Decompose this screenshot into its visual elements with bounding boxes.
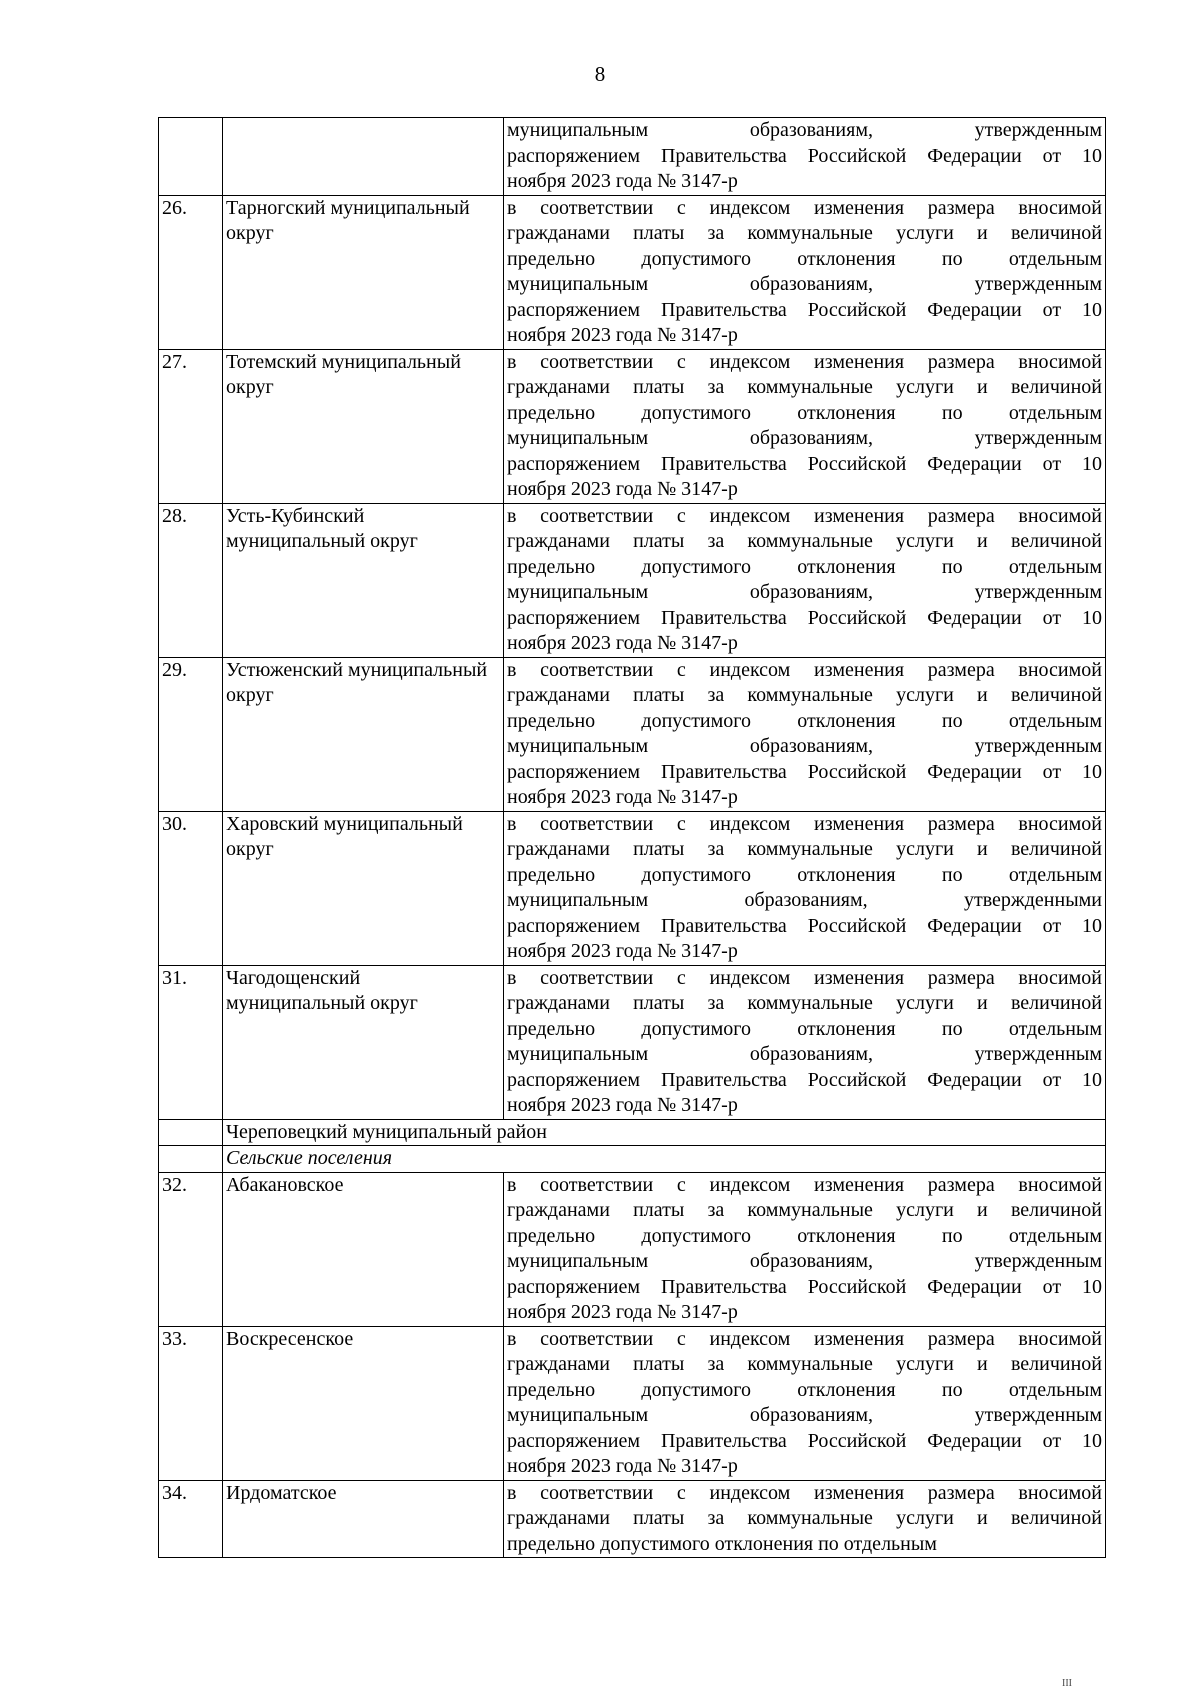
description-line: ноября 2023 года № 3147-р — [507, 1301, 738, 1323]
row-number-cell: 27. — [159, 349, 223, 503]
description-line: в соответствии с индексом изменения размера вносимой — [507, 812, 1102, 835]
description-line: ноября 2023 года № 3147-р — [507, 786, 738, 808]
description-line: ноября 2023 года № 3147-р — [507, 170, 738, 192]
table-row — [159, 657, 1106, 811]
description-line: ноября 2023 года № 3147-р — [507, 632, 738, 654]
description-line: в соответствии с индексом изменения размера вносимой — [507, 1327, 1102, 1350]
row-description-cell — [504, 349, 1106, 503]
description-line: предельно допустимого отклонения по отдельным — [507, 1017, 1102, 1040]
description-line: ноября 2023 года № 3147-р — [507, 324, 738, 346]
row-description-cell — [504, 811, 1106, 965]
description-line: муниципальным образованиям, утвержденным — [507, 1404, 1102, 1426]
table-row — [159, 1172, 1106, 1326]
description-line: распоряжением Правительства Российской Федерации от 10 — [507, 606, 1102, 629]
description-line: гражданами платы за коммунальные услуги и величиной — [507, 222, 1102, 244]
description-line: муниципальным образованиям, утвержденным — [507, 119, 1102, 141]
row-description-cell — [504, 503, 1106, 657]
description-line: гражданами платы за коммунальные услуги и величиной — [507, 1507, 1102, 1529]
row-number-cell — [159, 1119, 223, 1146]
row-description-cell — [504, 657, 1106, 811]
description-line: гражданами платы за коммунальные услуги и величиной — [507, 1199, 1102, 1221]
subsection-title-row — [159, 1146, 1106, 1173]
description-line: в соответствии с индексом изменения размера вносимой — [507, 1481, 1102, 1504]
row-number-cell: 29. — [159, 657, 223, 811]
row-number-cell: 30. — [159, 811, 223, 965]
description-line: предельно допустимого отклонения по отдельным — [507, 1532, 937, 1555]
page-number: 8 — [594, 62, 606, 86]
description-line: в соответствии с индексом изменения размера вносимой — [507, 196, 1102, 219]
row-description-cell — [504, 1326, 1106, 1480]
description-line: гражданами платы за коммунальные услуги и величиной — [507, 530, 1102, 552]
description-line: ноября 2023 года № 3147-р — [507, 940, 738, 962]
description-line: муниципальным образованиям, утвержденным — [507, 427, 1102, 449]
description-line: ноября 2023 года № 3147-р — [507, 1094, 738, 1116]
description-line: муниципальным образованиям, утвержденным — [507, 273, 1102, 295]
subsection-title: Сельские поселения — [223, 1146, 1106, 1173]
row-name-cell — [223, 118, 504, 196]
description-line: гражданами платы за коммунальные услуги и величиной — [507, 1353, 1102, 1375]
row-name-cell: Тарногский муниципальный округ — [223, 195, 504, 349]
row-number-cell: 31. — [159, 965, 223, 1119]
description-line: предельно допустимого отклонения по отдельным — [507, 247, 1102, 270]
description-line: муниципальным образованиям, утвержденным — [507, 735, 1102, 757]
description-line: распоряжением Правительства Российской Федерации от 10 — [507, 1275, 1102, 1298]
description-line: предельно допустимого отклонения по отдельным — [507, 709, 1102, 732]
row-name-cell: Устюженский муниципальный округ — [223, 657, 504, 811]
description-line: гражданами платы за коммунальные услуги и величиной — [507, 992, 1102, 1014]
description-line: в соответствии с индексом изменения размера вносимой — [507, 658, 1102, 681]
table-row — [159, 1480, 1106, 1558]
row-description-cell — [504, 1480, 1106, 1558]
description-line: предельно допустимого отклонения по отдельным — [507, 1378, 1102, 1401]
row-name-cell: Чагодощенский муниципальный округ — [223, 965, 504, 1119]
row-number-cell — [159, 118, 223, 196]
row-number-cell: 32. — [159, 1172, 223, 1326]
description-line: предельно допустимого отклонения по отдельным — [507, 555, 1102, 578]
description-line: муниципальным образованиям, утвержденным — [507, 1043, 1102, 1065]
description-line: распоряжением Правительства Российской Федерации от 10 — [507, 760, 1102, 783]
row-number-cell — [159, 1146, 223, 1173]
description-line: гражданами платы за коммунальные услуги и величиной — [507, 838, 1102, 860]
description-line: ноября 2023 года № 3147-р — [507, 1455, 738, 1477]
row-number-cell: 28. — [159, 503, 223, 657]
description-line: гражданами платы за коммунальные услуги и величиной — [507, 376, 1102, 398]
description-line: ноября 2023 года № 3147-р — [507, 478, 738, 500]
section-title-row — [159, 1119, 1106, 1146]
row-number-cell: 34. — [159, 1480, 223, 1558]
description-line: муниципальным образованиям, утвержденным — [507, 1250, 1102, 1272]
description-line: предельно допустимого отклонения по отдельным — [507, 401, 1102, 424]
row-name-cell: Ирдоматское — [223, 1480, 504, 1558]
row-number-cell: 33. — [159, 1326, 223, 1480]
row-name-cell: Абакановское — [223, 1172, 504, 1326]
row-name-cell: Усть-Кубинский муниципальный округ — [223, 503, 504, 657]
description-line: муниципальным образованиям, утвержденными — [507, 889, 1102, 911]
description-line: в соответствии с индексом изменения размера вносимой — [507, 1173, 1102, 1196]
table-row — [159, 811, 1106, 965]
table-row — [159, 195, 1106, 349]
table-row — [159, 349, 1106, 503]
description-line: распоряжением Правительства Российской Федерации от 10 — [507, 298, 1102, 321]
description-line: в соответствии с индексом изменения размера вносимой — [507, 966, 1102, 989]
description-line: распоряжением Правительства Российской Федерации от 10 — [507, 144, 1102, 167]
row-number-cell: 26. — [159, 195, 223, 349]
description-line: распоряжением Правительства Российской Федерации от 10 — [507, 452, 1102, 475]
row-description-cell — [504, 1172, 1106, 1326]
row-description-cell — [504, 118, 1106, 196]
margin-mark: III — [1062, 1678, 1072, 1689]
row-name-cell: Тотемский муниципальный округ — [223, 349, 504, 503]
description-line: муниципальным образованиям, утвержденным — [507, 581, 1102, 603]
table-row-continuation — [159, 118, 1106, 196]
description-line: в соответствии с индексом изменения размера вносимой — [507, 350, 1102, 373]
table-row — [159, 965, 1106, 1119]
description-line: распоряжением Правительства Российской Федерации от 10 — [507, 1068, 1102, 1091]
description-line: гражданами платы за коммунальные услуги и величиной — [507, 684, 1102, 706]
section-title: Череповецкий муниципальный район — [223, 1119, 1106, 1146]
row-description-cell — [504, 195, 1106, 349]
description-line: предельно допустимого отклонения по отдельным — [507, 1224, 1102, 1247]
table-row — [159, 503, 1106, 657]
tariff-table — [158, 117, 1106, 1558]
description-line: распоряжением Правительства Российской Федерации от 10 — [507, 1429, 1102, 1452]
description-line: в соответствии с индексом изменения размера вносимой — [507, 504, 1102, 527]
description-line: предельно допустимого отклонения по отдельным — [507, 863, 1102, 886]
row-name-cell: Харовский муниципальный округ — [223, 811, 504, 965]
description-line: распоряжением Правительства Российской Федерации от 10 — [507, 914, 1102, 937]
row-name-cell: Воскресенское — [223, 1326, 504, 1480]
table-row — [159, 1326, 1106, 1480]
row-description-cell — [504, 965, 1106, 1119]
